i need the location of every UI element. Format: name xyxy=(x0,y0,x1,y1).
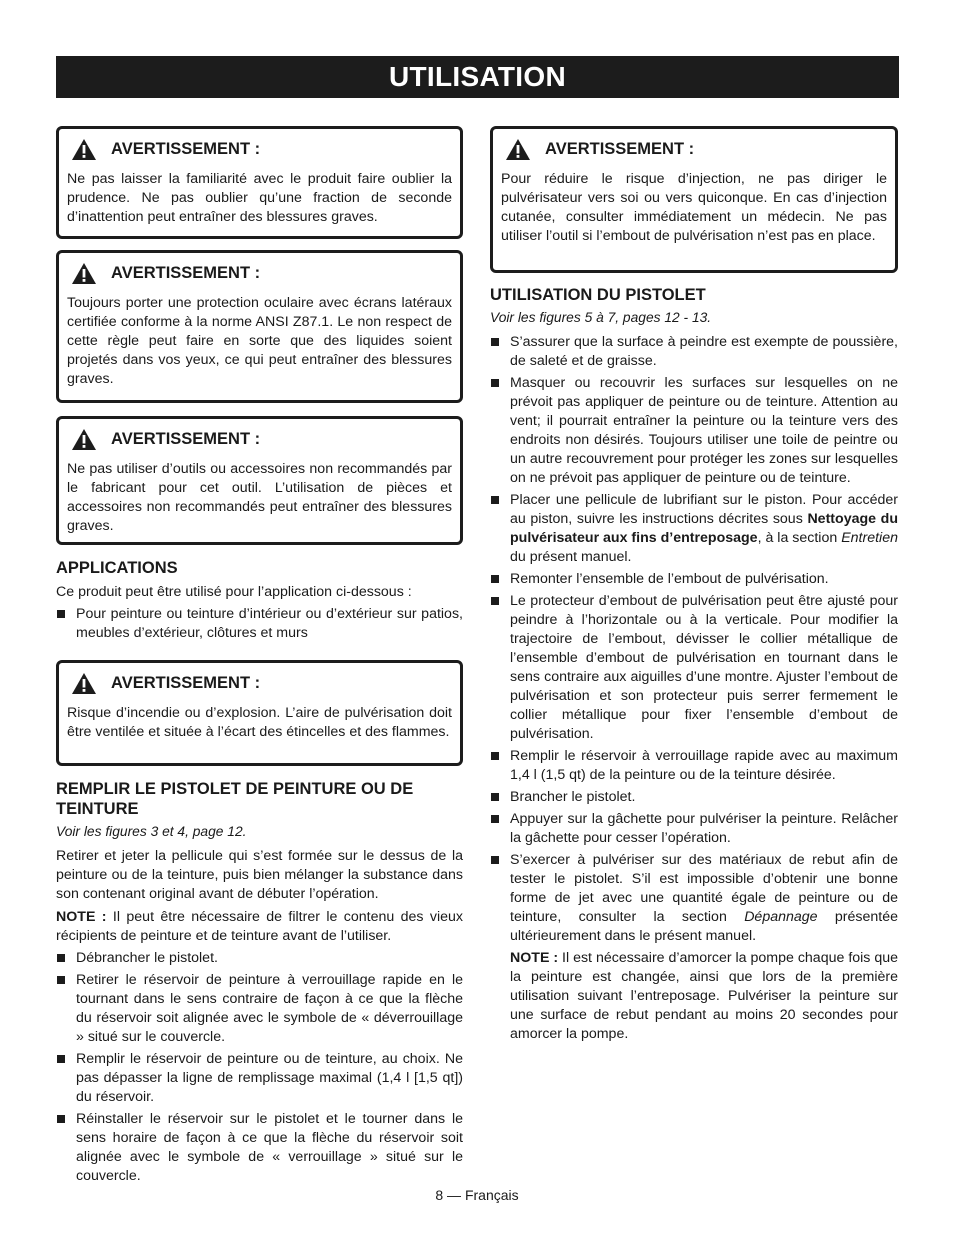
list-item: Le protecteur d’embout de pulvérisation peut être ajusté pour peindre à l’horizontale ou à la verticale. Pour modifier la trajectoire de l’embout, dévisser le collier métallique de l’ensemble d’embout de pulvérisation en tournant dans le sens contraire aux aiguilles d’une montre. Ajuster l’embout de pulvérisation et son protecteur puis serrer fermement le collier métallique pour fixer l’ensemble d’embout de pulvérisation. xyxy=(490,592,898,744)
warning-triangle-icon xyxy=(71,672,97,695)
list-item: Remplir le réservoir de peinture ou de teinture, au choix. Ne pas dépasser la ligne de remplissage maximal (1,4 l [1,5 qt]) du réservoir. xyxy=(56,1050,463,1107)
warning-box xyxy=(56,416,463,545)
list-item-text: Placer une pellicule de lubrifiant sur le piston. Pour accéder au piston, suivre les instructions décrites sous xyxy=(510,492,898,527)
right-column xyxy=(490,126,898,1047)
warning-header xyxy=(71,262,452,285)
list-item-text: , à la section xyxy=(757,530,842,546)
section-heading-applications: APPLICATIONS xyxy=(56,559,178,577)
list-item: Appuyer sur la gâchette pour pulvériser la peinture. Relâcher la gâchette pour cesser l’opération. xyxy=(490,810,898,848)
page-number: 8 — Français xyxy=(435,1187,519,1203)
warning-title: AVERTISSEMENT : xyxy=(111,140,261,158)
note-label: NOTE : xyxy=(56,909,107,925)
warning-title: AVERTISSEMENT : xyxy=(111,674,261,692)
warning-box xyxy=(490,126,898,273)
left-column xyxy=(56,126,463,1189)
list-item: Débrancher le pistolet. xyxy=(56,949,463,968)
warning-header xyxy=(505,138,887,161)
note-text: Il peut être nécessaire de filtrer le contenu des vieux récipients de peinture et de teinture avant de l’utiliser. xyxy=(56,909,464,944)
note-text: Il est nécessaire d’amorcer la pompe chaque fois que la peinture est changée, ainsi que lors de la première utilisation suivant l’entreposage. Pulvériser la peinture sur une surface de rebut pendant au moins 20 secondes pour amorcer la pompe. xyxy=(510,950,899,1042)
warning-triangle-icon xyxy=(71,428,97,451)
list-item-italic: Entretien xyxy=(841,530,898,546)
list-item: S’assurer que la surface à peindre est exempte de poussière, de saleté et de graisse. xyxy=(490,333,898,371)
list-item-text: présentée ultérieurement dans le présent manuel. xyxy=(510,909,899,944)
applications-list xyxy=(56,605,463,643)
list-item xyxy=(490,491,898,567)
warning-header xyxy=(71,428,452,451)
warning-title: AVERTISSEMENT : xyxy=(545,140,695,158)
page-footer xyxy=(0,1187,954,1203)
list-item-bold: Nettoyage du pulvérisateur aux fins d’entreposage xyxy=(510,511,898,546)
list-item-text: S’exercer à pulvériser sur des matériaux de rebut afin de tester le pistolet. S’il est impossible d’obtenir une bonne forme de jet avec une quantité égale de peinture ou de teinture, consulter la section xyxy=(510,852,898,925)
warning-text: Ne pas utiliser d’outils ou accessoires non recommandés par le fabricant pour cet outil. L’utilisation de pièces et accessoires non recommandés peut entraîner des blessures graves. xyxy=(67,461,452,534)
use-steps-list xyxy=(490,333,898,1044)
warning-text: Ne pas laisser la familiarité avec le produit faire oublier la prudence. Ne pas oublier qu’une fraction de seconde d’inattention peut entraîner des blessures graves. xyxy=(67,171,452,225)
list-item xyxy=(490,851,898,946)
fill-note xyxy=(56,908,463,946)
warning-text: Toujours porter une protection oculaire avec écrans latéraux certifiée conforme à la norme ANSI Z87.1. Le non respect de cette règle peut faire en sorte que des liquides soient projetés dans vos yeux, ce qui peut entraîner des blessures graves. xyxy=(67,295,452,387)
list-item: Brancher le pistolet. xyxy=(490,788,898,807)
list-item: Réinstaller le réservoir sur le pistolet et le tourner dans le sens horaire de façon à ce que la flèche du réservoir soit alignée avec le symbole de « verrouillage » situé sur le couvercle. xyxy=(56,1110,463,1186)
warning-triangle-icon xyxy=(505,138,531,161)
list-item: Retirer le réservoir de peinture à verrouillage rapide en le tournant dans le sens contraire de façon à ce que la flèche du réservoir soit alignée avec le symbole de « déverrouillage » situé sur le couvercle. xyxy=(56,971,463,1047)
warning-box xyxy=(56,250,463,403)
section-heading-use: UTILISATION DU PISTOLET xyxy=(490,286,706,304)
section-heading-fill: REMPLIR LE PISTOLET DE PEINTURE OU DE TEINTURE xyxy=(56,780,414,818)
page-header xyxy=(56,56,899,98)
warning-triangle-icon xyxy=(71,138,97,161)
warning-box xyxy=(56,126,463,239)
page-title: UTILISATION xyxy=(389,61,566,92)
list-item: Remonter l’ensemble de l’embout de pulvérisation. xyxy=(490,570,898,589)
list-item: Remplir le réservoir à verrouillage rapide avec au maximum 1,4 l (1,5 qt) de la peinture ou de la teinture désirée. xyxy=(490,747,898,785)
list-item-text: du présent manuel. xyxy=(510,549,632,565)
figure-reference: Voir les figures 5 à 7, pages 12 - 13. xyxy=(490,310,712,325)
warning-triangle-icon xyxy=(71,262,97,285)
list-item-italic: Dépannage xyxy=(744,909,818,925)
warning-title: AVERTISSEMENT : xyxy=(111,264,261,282)
warning-box xyxy=(56,660,463,766)
list-item: Pour peinture ou teinture d’intérieur ou d’extérieur sur patios, meubles d’extérieur, clôtures et murs xyxy=(56,605,463,643)
figure-reference: Voir les figures 3 et 4, page 12. xyxy=(56,824,247,839)
warning-text: Pour réduire le risque d’injection, ne pas diriger le pulvérisateur vers soi ou vers quiconque. En cas d’injection cutanée, consulter immédiatement un médecin. Ne pas utiliser l’outil si l’embout de pulvérisation n’est pas en place. xyxy=(501,171,887,244)
fill-steps-list xyxy=(56,949,463,1186)
note-label: NOTE : xyxy=(510,950,559,966)
use-note xyxy=(490,949,898,1044)
applications-intro: Ce produit peut être utilisé pour l’application ci-dessous : xyxy=(56,584,412,600)
warning-text: Risque d’incendie ou d’explosion. L’aire de pulvérisation doit être ventilée et située à l’écart des étincelles et des flammes. xyxy=(67,705,452,740)
fill-paragraph: Retirer et jeter la pellicule qui s’est formée sur le dessus de la peinture ou de la teinture, puis bien mélanger la substance dans son contenant original avant de débuter l’opération. xyxy=(56,848,463,902)
list-item: Masquer ou recouvrir les surfaces sur lesquelles on ne prévoit pas appliquer de peinture ou de teinture. Attention au vent; il pourrait entraîner la peinture ou la teinture vers des endroits non désirés. Toujours utiliser une toile de peintre ou un autre recouvrement pour protéger les zones sur lesquelles on ne prévoit pas appliquer de peinture ou de teinture. xyxy=(490,374,898,488)
warning-title: AVERTISSEMENT : xyxy=(111,430,261,448)
warning-header xyxy=(71,138,452,161)
warning-header xyxy=(71,672,452,695)
